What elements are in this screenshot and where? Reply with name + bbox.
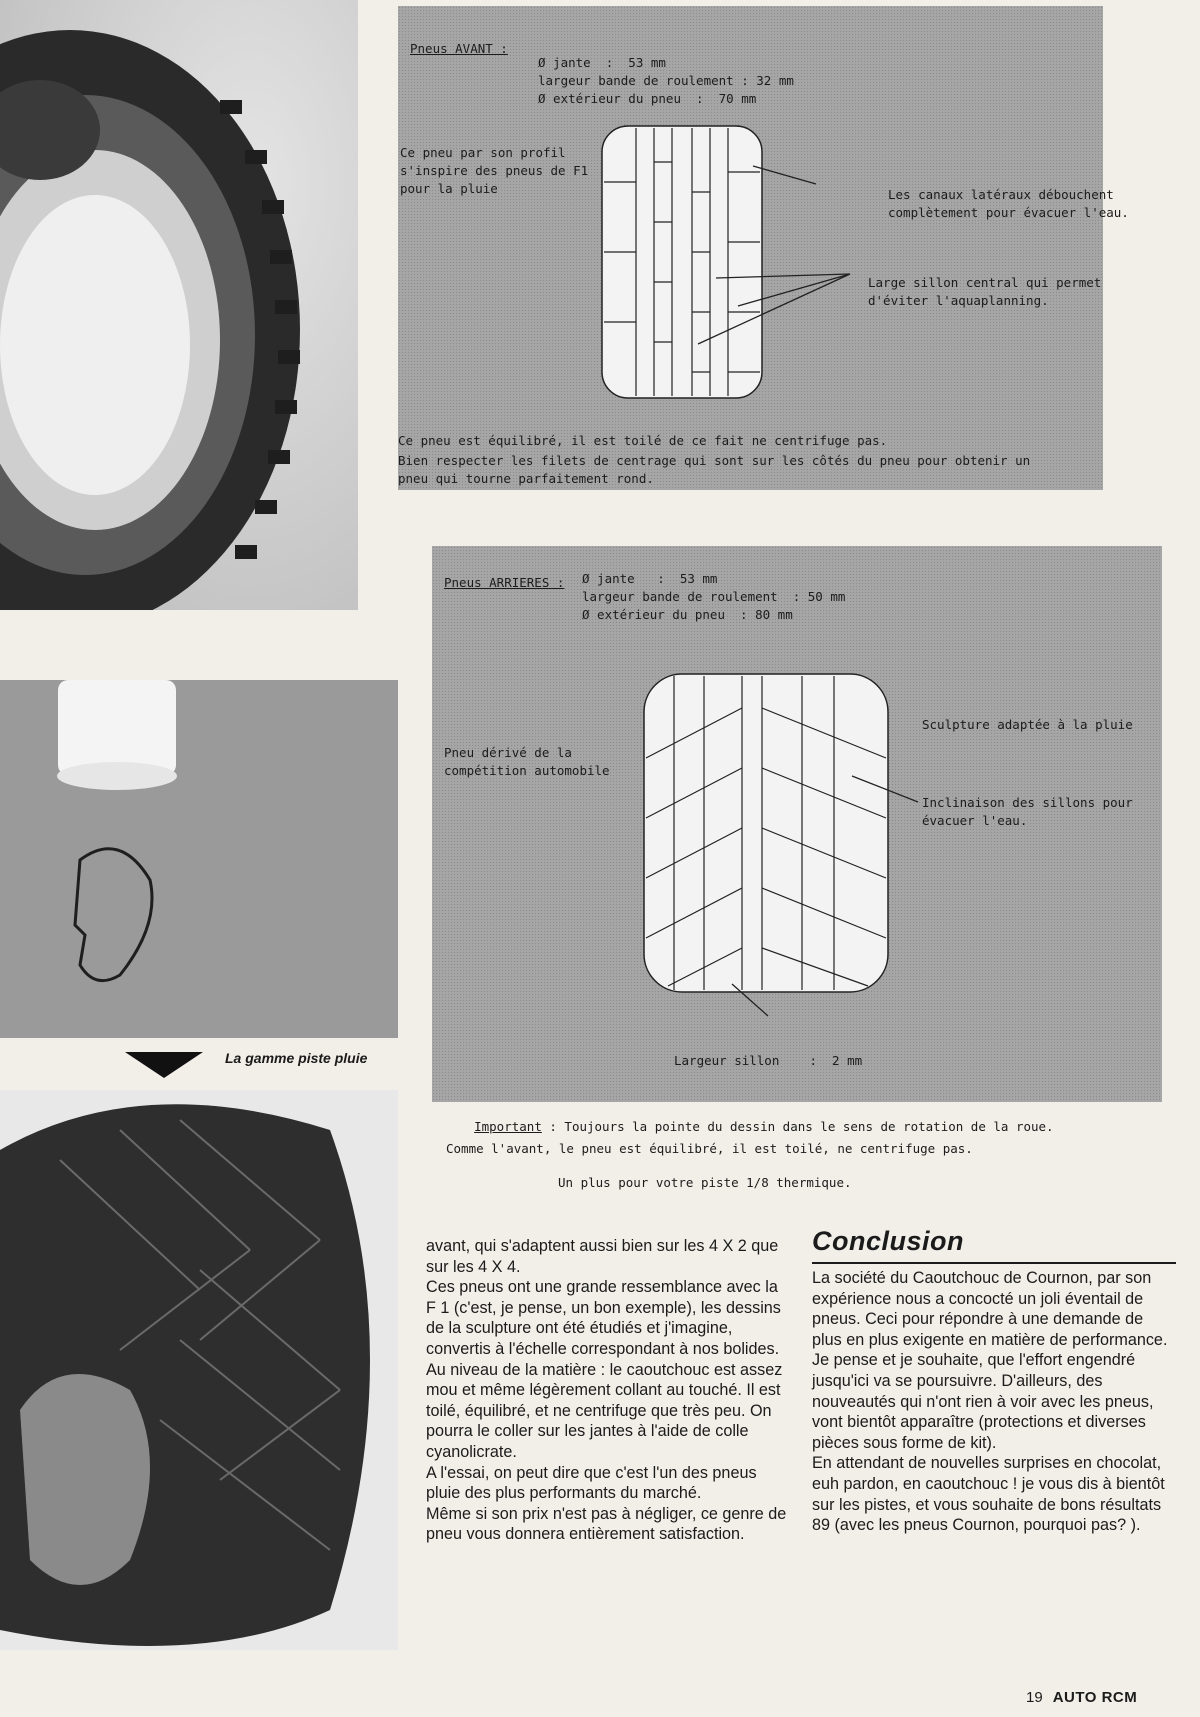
rear-leader-lines bbox=[432, 546, 1162, 1102]
important-text: : Toujours la pointe du dessin dans le sens de rotation de la roue. bbox=[541, 1119, 1054, 1134]
front-spec-rim: Ø jante : 53 mm bbox=[538, 55, 666, 70]
rear-spec-tread-width: largeur bande de roulement : 50 mm bbox=[582, 589, 846, 604]
article-column-right bbox=[812, 1268, 1174, 1536]
front-note-channels: Les canaux latéraux débouchent complètement pour évacuer l'eau. bbox=[888, 187, 1129, 220]
rear-note-origin: Pneu dérivé de la compétition automobile bbox=[444, 745, 610, 778]
conclusion-heading: Conclusion bbox=[812, 1226, 964, 1256]
col1-paragraph: avant, qui s'adaptent aussi bien sur les 4 X 2 que sur les 4 X 4. bbox=[426, 1237, 779, 1276]
front-tire-card bbox=[398, 6, 1129, 490]
col1-paragraph: Ces pneus ont une grande ressemblance avec la F 1 (c'est, je pense, un bon exemple), les dessins de la sculpture ont été étudiés et j'imagine, convertis à l'échelle correspondant à nos bolides. bbox=[426, 1278, 781, 1358]
conclusion-rule bbox=[812, 1262, 1176, 1264]
photo-tire-spiked bbox=[0, 0, 358, 610]
rear-spec-outer-diameter: Ø extérieur du pneu : 80 mm bbox=[582, 607, 793, 622]
page-folio bbox=[1026, 1689, 1137, 1706]
photo-insert-foam bbox=[0, 680, 398, 1038]
front-leader-lines bbox=[398, 6, 1103, 490]
page-number: 19 bbox=[1026, 1689, 1043, 1706]
front-spec-tread-width: largeur bande de roulement : 32 mm bbox=[538, 73, 794, 88]
front-footer-centering: Bien respecter les filets de centrage qui sont sur les côtés du pneu pour obtenir un pneu qui tourne parfaitement rond. bbox=[398, 453, 1031, 486]
rear-line-plus: Un plus pour votre piste 1/8 thermique. bbox=[558, 1175, 852, 1190]
photo-caption: La gamme piste pluie bbox=[225, 1050, 368, 1066]
col2-paragraph: La société du Caoutchouc de Cournon, par son expérience nous a concocté un joli éventail de pneus. Ceci pour répondre à une demande de plus en plus exigente en matière de performance. Je pense et je souhaite, que l'effort engendré jusqu'ici va se poursuivre. D'ailleurs, des nouveautés qui n'ont rien à voir avec les pneus, vont bientôt apparaître (protections et diverses pièces sous forme de kit). bbox=[812, 1269, 1168, 1452]
front-card-title: Pneus AVANT : bbox=[410, 41, 508, 56]
rear-card-title: Pneus ARRIERES : bbox=[444, 575, 565, 590]
rear-tire-card bbox=[432, 546, 1162, 1134]
foam-insert-image bbox=[0, 680, 398, 1038]
front-note-groove: Large sillon central qui permet d'éviter l'aquaplanning. bbox=[868, 275, 1102, 308]
rear-note-groove-width: Largeur sillon : 2 mm bbox=[674, 1053, 863, 1068]
col1-paragraph: Au niveau de la matière : le caoutchouc est assez mou et même légèrement collant au touché. Il est toilé, équilibré, et ne centrifuge que très peu. On pourra le coller sur les jantes à l'aide de colle cyanolicrate. bbox=[426, 1360, 783, 1461]
front-spec-outer-diameter: Ø extérieur du pneu : 70 mm bbox=[538, 91, 757, 106]
important-label: Important bbox=[474, 1119, 542, 1134]
magazine-name: AUTO RCM bbox=[1052, 1689, 1138, 1706]
col1-paragraph: Même si son prix n'est pas à négliger, ce genre de pneu vous donnera entièrement satisfaction. bbox=[426, 1504, 787, 1544]
photo-tire-rain bbox=[0, 1090, 398, 1650]
col2-paragraph: En attendant de nouvelles surprises en chocolat, euh pardon, en caoutchouc ! je vous dis à bientôt sur les pistes, et vous souhaite de bons résultats 89 (avec les pneus Cournon, pourquoi pas? ). bbox=[812, 1454, 1165, 1535]
spiked-tire-image bbox=[0, 0, 358, 610]
triangle-down-icon bbox=[125, 1052, 205, 1082]
caption-row bbox=[0, 1048, 400, 1078]
article-column-left bbox=[426, 1236, 788, 1545]
rear-note-incline: Inclinaison des sillons pour évacuer l'eau. bbox=[922, 795, 1133, 828]
rear-line-balance: Comme l'avant, le pneu est équilibré, il est toilé, ne centrifuge pas. bbox=[446, 1141, 973, 1156]
front-footer-balance: Ce pneu est équilibré, il est toilé de ce fait ne centrifuge pas. bbox=[398, 433, 888, 448]
rear-note-sculpture: Sculpture adaptée à la pluie bbox=[922, 717, 1133, 732]
rain-tire-image bbox=[0, 1090, 398, 1650]
front-note-profile: Ce pneu par son profil s'inspire des pneus de F1 pour la pluie bbox=[400, 145, 589, 196]
rear-spec-rim: Ø jante : 53 mm bbox=[582, 571, 718, 586]
col1-paragraph: A l'essai, on peut dire que c'est l'un des pneus pluie des plus performants du marché. bbox=[426, 1463, 757, 1503]
